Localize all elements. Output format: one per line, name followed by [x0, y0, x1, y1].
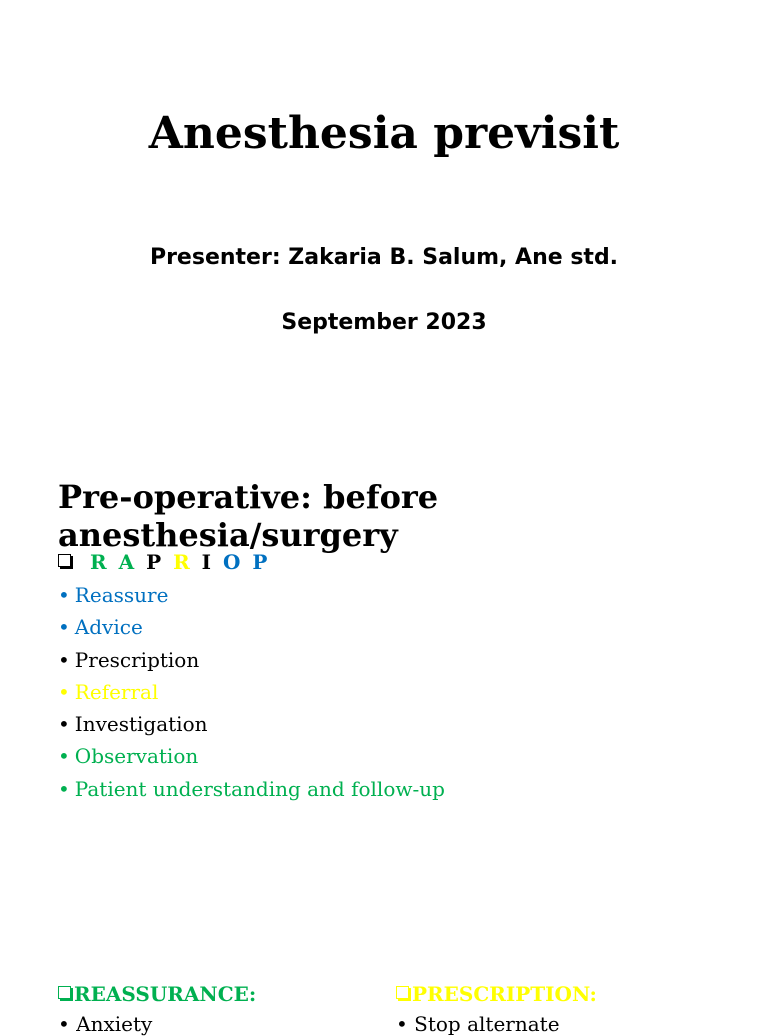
list-item: [58, 708, 445, 740]
acronym-line: [58, 550, 272, 574]
acronym-letter: O: [223, 550, 241, 574]
list-item-text: Referral: [74, 679, 159, 704]
bullet-icon: •: [58, 776, 70, 801]
bullet-list: [58, 579, 445, 805]
reassurance-heading: [58, 982, 256, 1006]
checkbox-icon: [396, 986, 409, 999]
list-item: [58, 740, 445, 772]
prescription-heading: [396, 982, 597, 1006]
section-heading: Pre-operative: before anesthesia/surgery: [58, 478, 439, 554]
bullet-icon: •: [58, 647, 70, 672]
reassurance-first-item: • Anxiety: [58, 1012, 153, 1036]
date-line: September 2023: [281, 310, 487, 335]
acronym-letter: A: [118, 550, 135, 574]
acronym-letter: P: [146, 550, 162, 574]
list-item: [58, 644, 445, 676]
bullet-icon: •: [58, 615, 70, 640]
checkbox-icon: [58, 554, 71, 567]
acronym-letter: R: [89, 550, 107, 574]
acronym-letter: I: [201, 550, 212, 574]
prescription-first-item: • Stop alternate: [396, 1012, 560, 1036]
list-item-text: Patient understanding and follow-up: [74, 776, 445, 801]
list-item-text: Reassure: [74, 583, 169, 607]
list-item: [58, 676, 445, 708]
bullet-icon: •: [58, 712, 70, 737]
list-item-text: Prescription: [74, 647, 200, 672]
checkbox-icon: [58, 986, 71, 999]
bullet-icon: •: [58, 679, 70, 704]
list-item: [58, 611, 445, 643]
acronym-letter: R: [173, 550, 190, 574]
list-item: [58, 773, 445, 805]
prescription-heading-text: PRESCRIPTION:: [412, 982, 597, 1006]
list-item: [58, 579, 445, 611]
acronym-letter: P: [252, 550, 268, 574]
list-item-text: Advice: [74, 615, 143, 640]
page-title: Anesthesia previsit: [148, 108, 620, 159]
reassurance-heading-text: REASSURANCE:: [74, 982, 257, 1006]
list-item-text: Investigation: [74, 712, 208, 737]
list-item-text: Observation: [74, 744, 199, 769]
presenter-line: Presenter: Zakaria B. Salum, Ane std.: [149, 245, 619, 270]
bullet-icon: •: [58, 744, 70, 769]
bullet-icon: •: [58, 583, 70, 607]
